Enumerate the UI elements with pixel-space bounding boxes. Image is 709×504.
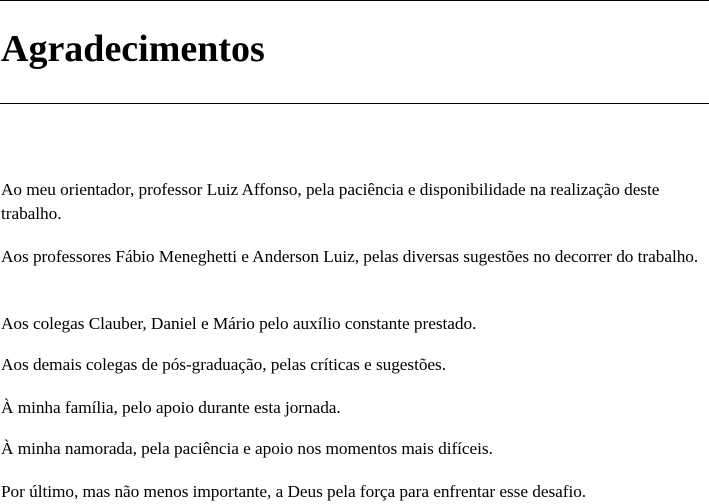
acknowledgement-paragraph-colleagues: Aos colegas Clauber, Daniel e Mário pelo auxílio constante prestado. <box>1 314 477 333</box>
title-underline-rule <box>0 103 709 104</box>
acknowledgement-paragraph-girlfriend: À minha namorada, pela paciência e apoio nos momentos mais difíceis. <box>1 439 493 458</box>
acknowledgement-paragraph-family: À minha família, pelo apoio durante esta jornada. <box>1 398 341 417</box>
acknowledgement-paragraph-advisor: Ao meu orientador, professor Luiz Affonso, pela paciência e disponibilidade na realização deste trabalho. <box>1 180 660 223</box>
top-rule <box>0 0 709 1</box>
page-title: Agradecimentos <box>1 28 265 70</box>
acknowledgement-paragraph-god: Por último, mas não menos importante, a Deus pela força para enfrentar esse desafio. <box>1 482 587 501</box>
acknowledgement-paragraph-professors: Aos professores Fábio Meneghetti e Anderson Luiz, pelas diversas sugestões no decorrer do trabalho. <box>1 247 699 266</box>
acknowledgement-paragraph-graduate-colleagues: Aos demais colegas de pós-graduação, pelas críticas e sugestões. <box>1 355 446 374</box>
